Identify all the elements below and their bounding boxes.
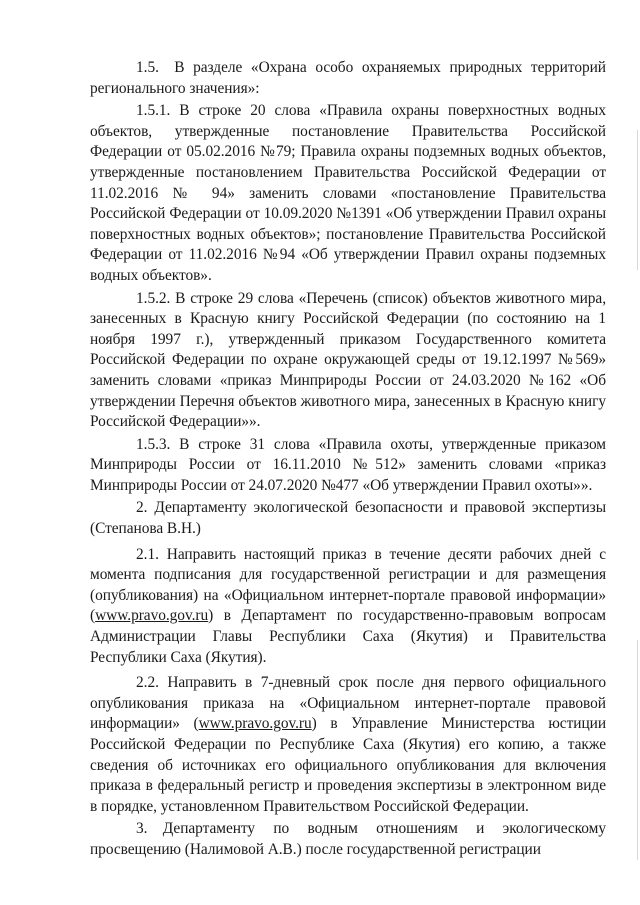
paragraph-3: 3. Департаменту по водным отношениям и экологическому просвещению (Налимовой А.В.) после государственной регистрации [90,820,606,858]
paragraph-2-2 [90,673,606,817]
scan-edge-mark [637,640,638,860]
paragraph-1-5-1: 1.5.1. В строке 20 слова «Правила охраны поверхностных водных объектов, утвержденные постановление Правительства Российской Федерации от 05.02.2016 №79; Правила охраны подземных водных объектов, утвержденные постановлением Правительства Российской Федерации от 11.02.2016 № 94» заменить словами «постановление Правительства Российской Федерации от 10.09.2020 №1391 «Об утверждении Правил охраны поверхностных водных объектов»; постановление Правительства Российской Федерации от 11.02.2016 №94 «Об утверждении Правил охраны подземных водных объектов». [90,102,606,284]
scan-edge-mark [637,130,638,270]
pravo-link[interactable]: www.pravo.gov.ru [198,715,312,733]
paragraph-1-5-2: 1.5.2. В строке 29 слова «Перечень (список) объектов животного мира, занесенных в Красную книгу Российской Федерации (по состоянию на 1 ноября 1997 г.), утвержденный приказом Государственного комитета Российской Федерации по охране окружающей среды от 19.12.1997 №569» заменить словами «приказ Минприроды России от 24.03.2020 №162 «Об утверждении Перечня объектов животного мира, занесенных в Красную книгу Российской Федерации»». [90,289,606,431]
paragraph-2-2-text-end: ) в Управление Министерства юстиции Российской Федерации по Республике Саха (Якутия) его копию, а также сведения об источниках его официального опубликования для включения приказа в федеральный регистр и проведения экспертизы в электронном виде в порядке, установленном Правительством Российской Федерации. [90,715,607,815]
paragraph-2-2-text-start: 2.2. Направить в 7-дневный срок после дня первого официального опубликования приказа на «Официальном интернет-портале правовой информации» ( [90,674,606,733]
paragraph-2: 2. Департаменту экологической безопасности и правовой экспертизы (Степанова В.Н.) [90,499,606,538]
paragraph-2-1 [90,545,606,669]
paragraph-1-5-3: 1.5.3. В строке 31 слова «Правила охоты, утвержденные приказом Минприроды России от 16.11.2010 №512» заменить словами «приказ Минприроды России от 24.07.2020 №477 «Об утверждении Правил охоты»». [90,435,606,494]
paragraph-1-5: 1.5. В разделе «Охрана особо охраняемых природных территорий регионального значения»: [90,59,606,97]
paragraph-2-1-text-start: 2.1. Направить настоящий приказ в течение десяти рабочих дней с момента подписания для государственной регистрации и для размещения (опубликования) на «Официальном интернет-портале правовой информации» ( [90,545,606,625]
paragraph-2-1-text-end: ) в Департамент по государственно-правовым вопросам Администрации Главы Республики Саха (Якутия) и Правительства Республики Саха (Якутия). [90,607,606,666]
pravo-link[interactable]: www.pravo.gov.ru [95,607,209,625]
